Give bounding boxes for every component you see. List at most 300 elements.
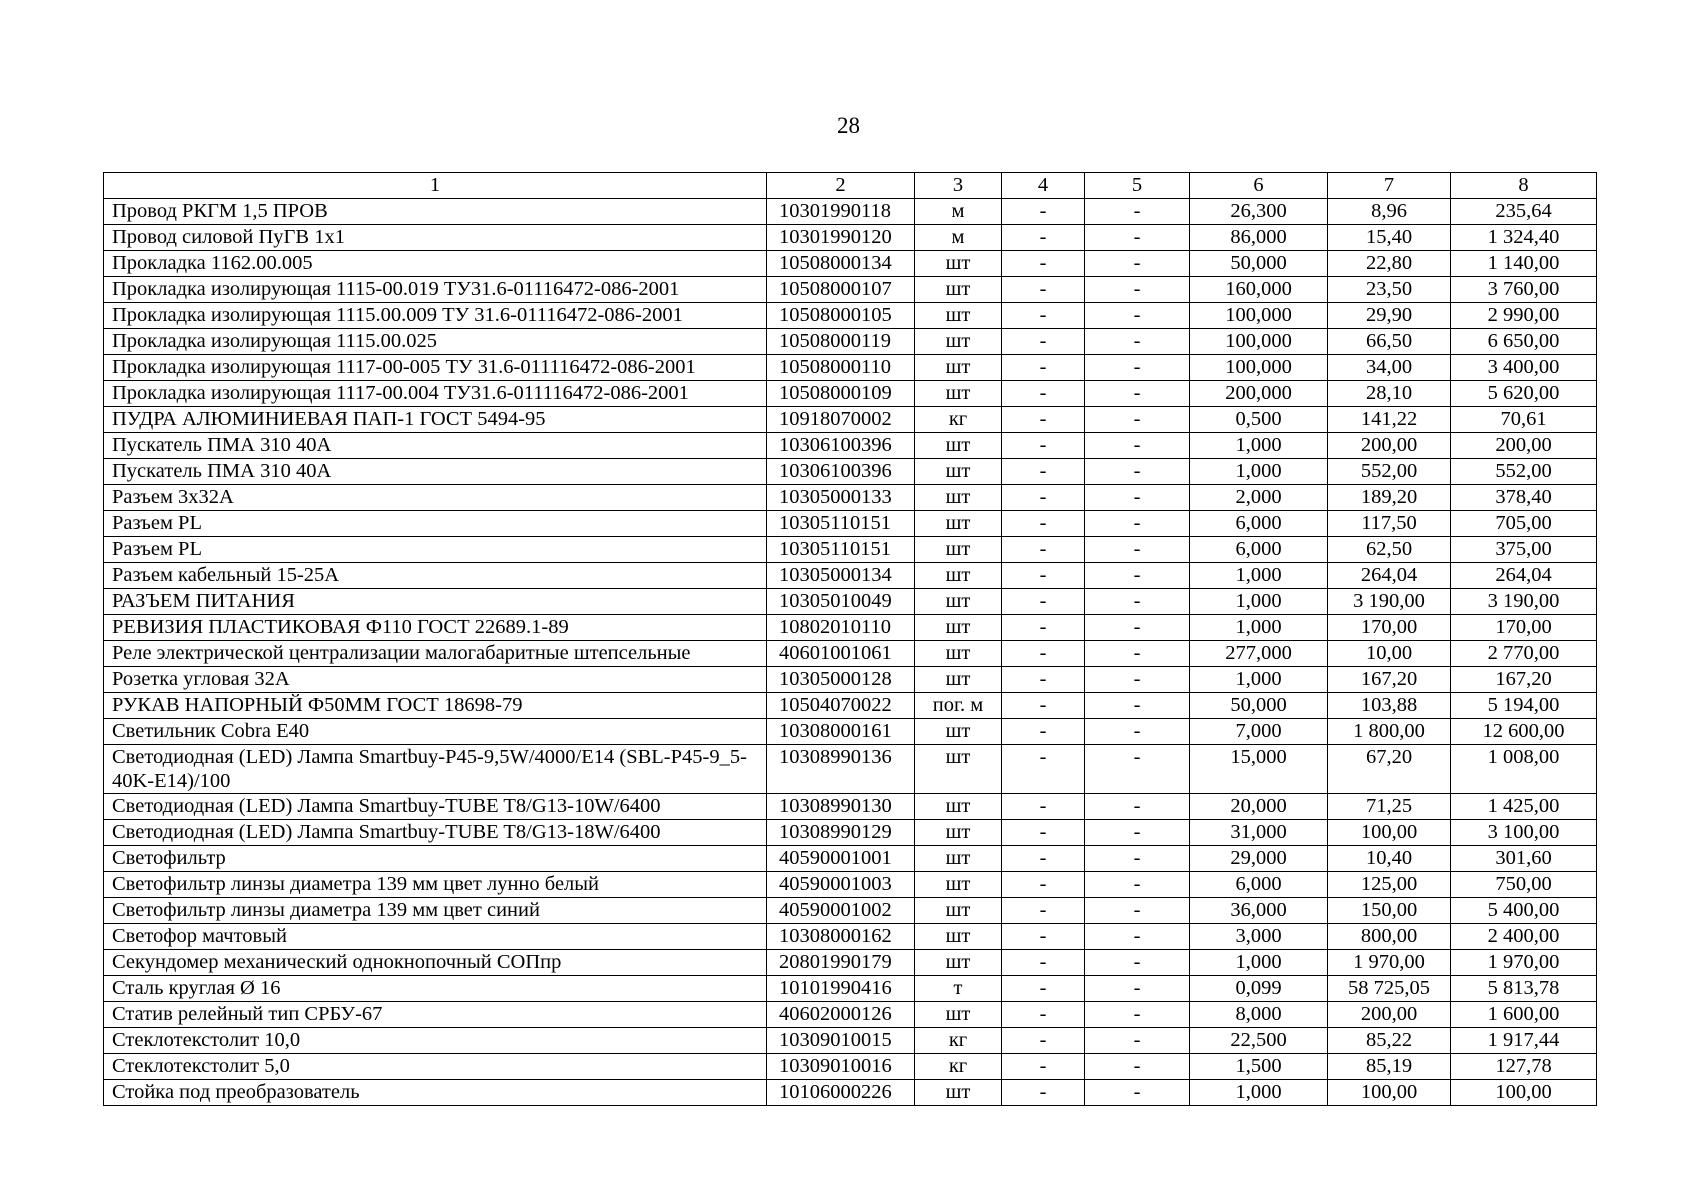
quantity-cell: 20,000	[1190, 794, 1328, 820]
item-code-cell: 10508000119	[767, 329, 915, 355]
price-cell: 10,40	[1328, 846, 1451, 872]
column-4-cell: -	[1002, 641, 1085, 667]
item-name-cell: Разъем PL	[104, 537, 767, 563]
item-name-cell: Статив релейный тип СРБУ-67	[104, 1002, 767, 1028]
sum-cell: 167,20	[1451, 667, 1597, 693]
quantity-cell: 31,000	[1190, 820, 1328, 846]
item-name-cell: Провод РКГМ 1,5 ПРОВ	[104, 199, 767, 225]
unit-cell: шт	[915, 615, 1002, 641]
unit-cell: кг	[915, 1028, 1002, 1054]
column-5-cell: -	[1085, 511, 1190, 537]
table-row	[104, 459, 1597, 485]
quantity-cell: 2,000	[1190, 485, 1328, 511]
quantity-cell: 26,300	[1190, 199, 1328, 225]
item-code-cell: 10802010110	[767, 615, 915, 641]
unit-cell: кг	[915, 1054, 1002, 1080]
column-4-cell: -	[1002, 950, 1085, 976]
sum-cell: 235,64	[1451, 199, 1597, 225]
unit-cell: шт	[915, 1002, 1002, 1028]
column-5-cell: -	[1085, 1028, 1190, 1054]
unit-cell: шт	[915, 329, 1002, 355]
sum-cell: 750,00	[1451, 872, 1597, 898]
unit-cell: шт	[915, 641, 1002, 667]
sum-cell: 3 400,00	[1451, 355, 1597, 381]
sum-cell: 3 100,00	[1451, 820, 1597, 846]
column-5-cell: -	[1085, 251, 1190, 277]
table-row	[104, 1080, 1597, 1106]
item-code-cell: 10305110151	[767, 511, 915, 537]
column-5-cell: -	[1085, 407, 1190, 433]
column-5-cell: -	[1085, 794, 1190, 820]
column-5-cell: -	[1085, 355, 1190, 381]
quantity-cell: 36,000	[1190, 898, 1328, 924]
column-4-cell: -	[1002, 1028, 1085, 1054]
table-row	[104, 745, 1597, 794]
sum-cell: 552,00	[1451, 459, 1597, 485]
table-row	[104, 303, 1597, 329]
column-4-cell: -	[1002, 1002, 1085, 1028]
item-code-cell: 10308000161	[767, 719, 915, 745]
quantity-cell: 1,000	[1190, 589, 1328, 615]
sum-cell: 1 324,40	[1451, 225, 1597, 251]
item-name-cell: Светофор мачтовый	[104, 924, 767, 950]
column-5-cell: -	[1085, 303, 1190, 329]
quantity-cell: 1,500	[1190, 1054, 1328, 1080]
price-cell: 28,10	[1328, 381, 1451, 407]
table-row	[104, 1054, 1597, 1080]
table-row	[104, 615, 1597, 641]
quantity-cell: 1,000	[1190, 563, 1328, 589]
table-body	[104, 199, 1597, 1106]
unit-cell: шт	[915, 924, 1002, 950]
column-4-cell: -	[1002, 433, 1085, 459]
item-name-cell: РУКАВ НАПОРНЫЙ Ф50ММ ГОСТ 18698-79	[104, 693, 767, 719]
sum-cell: 12 600,00	[1451, 719, 1597, 745]
column-header: 3	[915, 173, 1002, 199]
quantity-cell: 1,000	[1190, 667, 1328, 693]
column-4-cell: -	[1002, 589, 1085, 615]
quantity-cell: 1,000	[1190, 1080, 1328, 1106]
unit-cell: м	[915, 225, 1002, 251]
item-name-cell: Светодиодная (LED) Лампа Smartbuy-TUBE T8/G13-10W/6400	[104, 794, 767, 820]
unit-cell: шт	[915, 1080, 1002, 1106]
table-row	[104, 251, 1597, 277]
table-row	[104, 898, 1597, 924]
table-row	[104, 1028, 1597, 1054]
item-name-cell: Реле электрической централизации малогабаритные штепсельные	[104, 641, 767, 667]
sum-cell: 3 760,00	[1451, 277, 1597, 303]
unit-cell: шт	[915, 846, 1002, 872]
sum-cell: 5 400,00	[1451, 898, 1597, 924]
column-5-cell: -	[1085, 641, 1190, 667]
column-header: 1	[104, 173, 767, 199]
column-4-cell: -	[1002, 693, 1085, 719]
sum-cell: 2 990,00	[1451, 303, 1597, 329]
item-code-cell: 10106000226	[767, 1080, 915, 1106]
quantity-cell: 100,000	[1190, 329, 1328, 355]
item-name-cell: Разъем кабельный 15-25А	[104, 563, 767, 589]
unit-cell: шт	[915, 872, 1002, 898]
item-code-cell: 10508000105	[767, 303, 915, 329]
column-5-cell: -	[1085, 537, 1190, 563]
item-code-cell: 10309010015	[767, 1028, 915, 1054]
quantity-cell: 0,099	[1190, 976, 1328, 1002]
column-5-cell: -	[1085, 433, 1190, 459]
unit-cell: шт	[915, 511, 1002, 537]
table-row	[104, 1002, 1597, 1028]
sum-cell: 3 190,00	[1451, 589, 1597, 615]
column-4-cell: -	[1002, 820, 1085, 846]
price-cell: 200,00	[1328, 433, 1451, 459]
item-name-cell: Светофильтр линзы диаметра 139 мм цвет синий	[104, 898, 767, 924]
column-4-cell: -	[1002, 407, 1085, 433]
table-row	[104, 667, 1597, 693]
price-cell: 150,00	[1328, 898, 1451, 924]
unit-cell: кг	[915, 407, 1002, 433]
price-cell: 552,00	[1328, 459, 1451, 485]
column-5-cell: -	[1085, 329, 1190, 355]
table-row	[104, 872, 1597, 898]
item-name-cell: ПУДРА АЛЮМИНИЕВАЯ ПАП-1 ГОСТ 5494-95	[104, 407, 767, 433]
column-5-cell: -	[1085, 1002, 1190, 1028]
unit-cell: шт	[915, 277, 1002, 303]
unit-cell: шт	[915, 794, 1002, 820]
item-name-cell: Светофильтр линзы диаметра 139 мм цвет лунно белый	[104, 872, 767, 898]
item-name-cell: РЕВИЗИЯ ПЛАСТИКОВАЯ Ф110 ГОСТ 22689.1-89	[104, 615, 767, 641]
column-5-cell: -	[1085, 924, 1190, 950]
column-4-cell: -	[1002, 355, 1085, 381]
price-cell: 62,50	[1328, 537, 1451, 563]
price-cell: 85,19	[1328, 1054, 1451, 1080]
unit-cell: т	[915, 976, 1002, 1002]
page-number: 28	[837, 113, 860, 138]
quantity-cell: 50,000	[1190, 251, 1328, 277]
sum-cell: 100,00	[1451, 1080, 1597, 1106]
column-4-cell: -	[1002, 303, 1085, 329]
quantity-cell: 0,500	[1190, 407, 1328, 433]
table-row	[104, 381, 1597, 407]
unit-cell: шт	[915, 820, 1002, 846]
price-cell: 1 800,00	[1328, 719, 1451, 745]
item-name-cell: Прокладка изолирующая 1115.00.009 ТУ 31.6-01116472-086-2001	[104, 303, 767, 329]
sum-cell: 375,00	[1451, 537, 1597, 563]
table-row	[104, 485, 1597, 511]
column-4-cell: -	[1002, 615, 1085, 641]
item-code-cell: 10309010016	[767, 1054, 915, 1080]
sum-cell: 5 194,00	[1451, 693, 1597, 719]
price-cell: 200,00	[1328, 1002, 1451, 1028]
item-code-cell: 10305000128	[767, 667, 915, 693]
price-cell: 800,00	[1328, 924, 1451, 950]
sum-cell: 2 400,00	[1451, 924, 1597, 950]
item-code-cell: 10305110151	[767, 537, 915, 563]
item-name-cell: Прокладка изолирующая 1115-00.019 ТУ31.6-01116472-086-2001	[104, 277, 767, 303]
sum-cell: 170,00	[1451, 615, 1597, 641]
unit-cell: шт	[915, 589, 1002, 615]
column-4-cell: -	[1002, 794, 1085, 820]
item-code-cell: 10308990136	[767, 745, 915, 794]
unit-cell: шт	[915, 355, 1002, 381]
item-name-cell: Провод силовой ПуГВ 1x1	[104, 225, 767, 251]
item-code-cell: 10918070002	[767, 407, 915, 433]
item-code-cell: 20801990179	[767, 950, 915, 976]
quantity-cell: 50,000	[1190, 693, 1328, 719]
unit-cell: шт	[915, 667, 1002, 693]
item-name-cell: Прокладка изолирующая 1117-00-005 ТУ 31.6-011116472-086-2001	[104, 355, 767, 381]
item-name-cell: Разъем PL	[104, 511, 767, 537]
unit-cell: шт	[915, 433, 1002, 459]
price-cell: 103,88	[1328, 693, 1451, 719]
column-5-cell: -	[1085, 846, 1190, 872]
item-name-cell: РАЗЪЕМ ПИТАНИЯ	[104, 589, 767, 615]
table-row	[104, 225, 1597, 251]
quantity-cell: 277,000	[1190, 641, 1328, 667]
table-row	[104, 329, 1597, 355]
column-5-cell: -	[1085, 693, 1190, 719]
column-5-cell: -	[1085, 381, 1190, 407]
price-cell: 167,20	[1328, 667, 1451, 693]
table-row	[104, 976, 1597, 1002]
quantity-cell: 160,000	[1190, 277, 1328, 303]
item-name-cell: Розетка угловая 32А	[104, 667, 767, 693]
unit-cell: шт	[915, 563, 1002, 589]
unit-cell: шт	[915, 381, 1002, 407]
column-5-cell: -	[1085, 459, 1190, 485]
item-name-cell: Светодиодная (LED) Лампа Smartbuy-P45-9,5W/4000/E14 (SBL-P45-9_5-40K-E14)/100	[104, 745, 767, 794]
item-name-cell: Светодиодная (LED) Лампа Smartbuy-TUBE T8/G13-18W/6400	[104, 820, 767, 846]
table-row	[104, 846, 1597, 872]
column-4-cell: -	[1002, 719, 1085, 745]
unit-cell: шт	[915, 537, 1002, 563]
price-cell: 22,80	[1328, 251, 1451, 277]
table-row	[104, 277, 1597, 303]
item-name-cell: Пускатель ПМА 310 40А	[104, 433, 767, 459]
item-code-cell: 10301990120	[767, 225, 915, 251]
column-4-cell: -	[1002, 277, 1085, 303]
column-header: 4	[1002, 173, 1085, 199]
column-5-cell: -	[1085, 1054, 1190, 1080]
price-cell: 264,04	[1328, 563, 1451, 589]
item-code-cell: 10306100396	[767, 459, 915, 485]
column-4-cell: -	[1002, 511, 1085, 537]
sum-cell: 1 917,44	[1451, 1028, 1597, 1054]
unit-cell: пог. м	[915, 693, 1002, 719]
item-code-cell: 10308990129	[767, 820, 915, 846]
quantity-cell: 1,000	[1190, 459, 1328, 485]
item-code-cell: 40590001001	[767, 846, 915, 872]
column-header: 8	[1451, 173, 1597, 199]
item-code-cell: 10508000109	[767, 381, 915, 407]
quantity-cell: 6,000	[1190, 511, 1328, 537]
unit-cell: м	[915, 199, 1002, 225]
column-4-cell: -	[1002, 537, 1085, 563]
price-cell: 85,22	[1328, 1028, 1451, 1054]
item-name-cell: Прокладка изолирующая 1115.00.025	[104, 329, 767, 355]
sum-cell: 1 008,00	[1451, 745, 1597, 794]
item-name-cell: Стеклотекстолит 10,0	[104, 1028, 767, 1054]
table-row	[104, 641, 1597, 667]
inventory-table	[103, 172, 1597, 1106]
column-5-cell: -	[1085, 950, 1190, 976]
column-5-cell: -	[1085, 976, 1190, 1002]
column-5-cell: -	[1085, 872, 1190, 898]
column-4-cell: -	[1002, 485, 1085, 511]
column-5-cell: -	[1085, 277, 1190, 303]
quantity-cell: 100,000	[1190, 355, 1328, 381]
table-row	[104, 820, 1597, 846]
column-header: 6	[1190, 173, 1328, 199]
sum-cell: 1 970,00	[1451, 950, 1597, 976]
price-cell: 23,50	[1328, 277, 1451, 303]
sum-cell: 378,40	[1451, 485, 1597, 511]
quantity-cell: 7,000	[1190, 719, 1328, 745]
item-code-cell: 10504070022	[767, 693, 915, 719]
table-row	[104, 693, 1597, 719]
item-code-cell: 10301990118	[767, 199, 915, 225]
item-code-cell: 40601001061	[767, 641, 915, 667]
table-row	[104, 407, 1597, 433]
table-row	[104, 433, 1597, 459]
column-5-cell: -	[1085, 1080, 1190, 1106]
unit-cell: шт	[915, 719, 1002, 745]
item-code-cell: 10508000107	[767, 277, 915, 303]
column-4-cell: -	[1002, 924, 1085, 950]
column-4-cell: -	[1002, 745, 1085, 794]
item-name-cell: Прокладка 1162.00.005	[104, 251, 767, 277]
column-header: 7	[1328, 173, 1451, 199]
price-cell: 3 190,00	[1328, 589, 1451, 615]
sum-cell: 6 650,00	[1451, 329, 1597, 355]
quantity-cell: 15,000	[1190, 745, 1328, 794]
item-name-cell: Сталь круглая Ø 16	[104, 976, 767, 1002]
column-4-cell: -	[1002, 563, 1085, 589]
column-4-cell: -	[1002, 846, 1085, 872]
price-cell: 100,00	[1328, 1080, 1451, 1106]
sum-cell: 127,78	[1451, 1054, 1597, 1080]
sum-cell: 5 620,00	[1451, 381, 1597, 407]
unit-cell: шт	[915, 898, 1002, 924]
column-4-cell: -	[1002, 872, 1085, 898]
sum-cell: 1 600,00	[1451, 1002, 1597, 1028]
sum-cell: 200,00	[1451, 433, 1597, 459]
header-row	[104, 173, 1597, 199]
column-4-cell: -	[1002, 1080, 1085, 1106]
table-row	[104, 924, 1597, 950]
table-row	[104, 563, 1597, 589]
column-5-cell: -	[1085, 225, 1190, 251]
column-header: 5	[1085, 173, 1190, 199]
table-row	[104, 719, 1597, 745]
unit-cell: шт	[915, 251, 1002, 277]
quantity-cell: 1,000	[1190, 433, 1328, 459]
unit-cell: шт	[915, 303, 1002, 329]
price-cell: 125,00	[1328, 872, 1451, 898]
column-header: 2	[767, 173, 915, 199]
column-4-cell: -	[1002, 329, 1085, 355]
sum-cell: 705,00	[1451, 511, 1597, 537]
column-5-cell: -	[1085, 485, 1190, 511]
price-cell: 170,00	[1328, 615, 1451, 641]
unit-cell: шт	[915, 459, 1002, 485]
quantity-cell: 6,000	[1190, 537, 1328, 563]
column-5-cell: -	[1085, 199, 1190, 225]
column-5-cell: -	[1085, 615, 1190, 641]
column-5-cell: -	[1085, 563, 1190, 589]
sum-cell: 264,04	[1451, 563, 1597, 589]
quantity-cell: 8,000	[1190, 1002, 1328, 1028]
price-cell: 34,00	[1328, 355, 1451, 381]
column-4-cell: -	[1002, 459, 1085, 485]
column-4-cell: -	[1002, 976, 1085, 1002]
quantity-cell: 29,000	[1190, 846, 1328, 872]
column-4-cell: -	[1002, 251, 1085, 277]
price-cell: 8,96	[1328, 199, 1451, 225]
price-cell: 29,90	[1328, 303, 1451, 329]
quantity-cell: 100,000	[1190, 303, 1328, 329]
price-cell: 1 970,00	[1328, 950, 1451, 976]
price-cell: 100,00	[1328, 820, 1451, 846]
table-row	[104, 511, 1597, 537]
item-name-cell: Прокладка изолирующая 1117-00.004 ТУ31.6-011116472-086-2001	[104, 381, 767, 407]
item-code-cell: 10308990130	[767, 794, 915, 820]
item-code-cell: 40602000126	[767, 1002, 915, 1028]
table-row	[104, 537, 1597, 563]
item-code-cell: 10508000134	[767, 251, 915, 277]
column-4-cell: -	[1002, 381, 1085, 407]
quantity-cell: 86,000	[1190, 225, 1328, 251]
price-cell: 71,25	[1328, 794, 1451, 820]
item-code-cell: 10305000133	[767, 485, 915, 511]
column-4-cell: -	[1002, 225, 1085, 251]
quantity-cell: 1,000	[1190, 615, 1328, 641]
item-code-cell: 40590001003	[767, 872, 915, 898]
quantity-cell: 22,500	[1190, 1028, 1328, 1054]
sum-cell: 70,61	[1451, 407, 1597, 433]
sum-cell: 5 813,78	[1451, 976, 1597, 1002]
table-row	[104, 950, 1597, 976]
quantity-cell: 6,000	[1190, 872, 1328, 898]
item-name-cell: Секундомер механический однокнопочный СОПпр	[104, 950, 767, 976]
table-row	[104, 355, 1597, 381]
item-code-cell: 10101990416	[767, 976, 915, 1002]
price-cell: 67,20	[1328, 745, 1451, 794]
table-header	[104, 173, 1597, 199]
sum-cell: 1 140,00	[1451, 251, 1597, 277]
quantity-cell: 200,000	[1190, 381, 1328, 407]
item-code-cell: 10305000134	[767, 563, 915, 589]
price-cell: 141,22	[1328, 407, 1451, 433]
price-cell: 189,20	[1328, 485, 1451, 511]
sum-cell: 301,60	[1451, 846, 1597, 872]
unit-cell: шт	[915, 950, 1002, 976]
column-5-cell: -	[1085, 745, 1190, 794]
price-cell: 15,40	[1328, 225, 1451, 251]
table-row	[104, 794, 1597, 820]
column-4-cell: -	[1002, 199, 1085, 225]
item-code-cell: 10508000110	[767, 355, 915, 381]
quantity-cell: 3,000	[1190, 924, 1328, 950]
table-row	[104, 589, 1597, 615]
table-row	[104, 199, 1597, 225]
item-name-cell: Стойка под преобразователь	[104, 1080, 767, 1106]
item-code-cell: 10305010049	[767, 589, 915, 615]
quantity-cell: 1,000	[1190, 950, 1328, 976]
column-4-cell: -	[1002, 898, 1085, 924]
price-cell: 10,00	[1328, 641, 1451, 667]
column-5-cell: -	[1085, 820, 1190, 846]
unit-cell: шт	[915, 745, 1002, 794]
price-cell: 117,50	[1328, 511, 1451, 537]
